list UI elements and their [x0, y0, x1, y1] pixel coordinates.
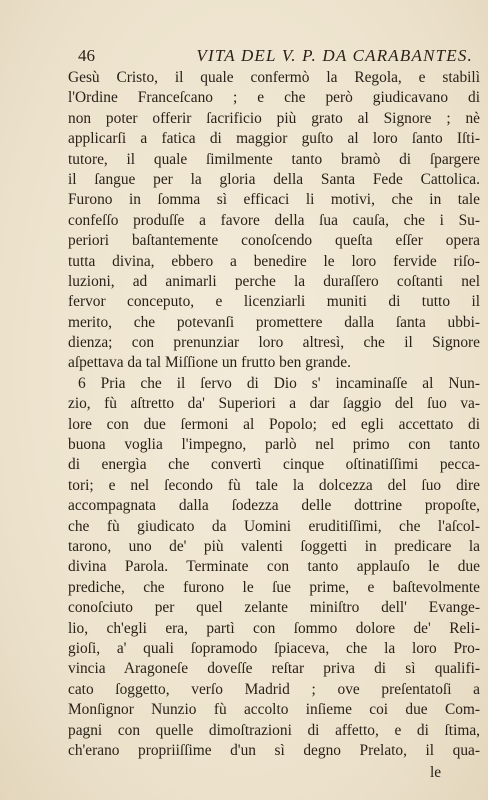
text-line: lio, ch'egli era, partì con ſommo dolore de' Reli- [68, 619, 480, 637]
text-line: tutore, il quale ſimilmente tanto bramò di ſpargere [68, 150, 480, 168]
text-line: Monſignor Nunzio fù accolto inſieme coi due Com- [68, 701, 480, 719]
text-line: il ſangue per la gloria della Santa Fede Cattolica. [68, 170, 480, 188]
text-line: buona voglia l'impegno, parlò nel primo con tanto [68, 436, 480, 454]
text-line: lore con due ſermoni al Popolo; ed egli accettato di [68, 415, 480, 433]
text-line: Furono in ſomma sì efficaci li motivi, che in tale [68, 191, 480, 209]
text-line: fervor conceputo, e licenziarli muniti di tutto il [68, 293, 480, 311]
page-number: 46 [78, 46, 95, 65]
text-line: conoſciuto per quel zelante miniſtro dell' Evange- [68, 599, 480, 617]
text-line: di energìa che convertì cinque oſtinatiſſimi pecca- [68, 456, 480, 474]
running-title: VITA DEL V. P. DA CARABANTES. [196, 46, 473, 65]
text-line: pagni con quelle dimoſtrazioni di affetto, e di ſtima, [68, 721, 480, 739]
running-header [78, 46, 473, 66]
text-line: tori; e nel ſecondo fù tale la dolcezza del ſuo dire [68, 476, 480, 494]
catchword: le [430, 764, 442, 781]
text-line: cato ſoggetto, verſo Madrid ; ove preſentatoſi a [68, 680, 480, 698]
text-line: ch'erano propriiſſime d'un sì degno Prelato, il qua- [68, 741, 480, 759]
text-line: dienza; con prenunziar loro altresì, che il Signore [68, 334, 480, 352]
text-line: periori baſtantemente conoſcendo queſta eſſer opera [68, 232, 480, 250]
text-line: merito, che potevanſi promettere dalla ſanta ubbi- [68, 313, 480, 331]
text-line: prediche, che furono le ſue prime, e baſtevolmente [68, 578, 480, 596]
text-line: divina Parola. Terminate con tanto applauſo le due [68, 558, 480, 576]
text-line: tarono, uno de' più valenti ſoggetti in predicare la [68, 537, 480, 555]
text-line: confeſſo produſſe a favore della ſua cauſa, che i Su- [68, 211, 480, 229]
text-line: accompagnata dalla ſodezza delle dottrine propoſte, [68, 497, 480, 515]
text-line: Gesù Cristo, il quale confermò la Regola, e stabilì [68, 69, 480, 86]
text-line: non poter offerir ſacrificio più grato al Signore ; nè [68, 109, 480, 127]
text-block [68, 68, 480, 761]
text-line: 6 Pria che il ſervo di Dio s' incaminaſſe al Nun- [78, 374, 480, 392]
text-line: aſpettava da tal Miſſione un frutto ben grande. [68, 354, 351, 372]
text-line: zio, fù aſtretto da' Superiori a dar ſaggio del ſuo va- [68, 395, 480, 413]
text-line: che fù giudicato da Uomini eruditiſſimi, che l'aſcol- [68, 517, 480, 535]
text-line: gioſi, a' quali ſopramodo ſpiaceva, che la loro Pro- [68, 639, 480, 657]
text-line: applicarſi a fatica di maggior guſto al loro ſanto Iſti- [68, 130, 480, 148]
text-line: luzioni, ad animarli perche la duraſſero coſtanti nel [68, 272, 480, 290]
text-line: tutta divina, ebbero a benedire le loro fervide riſo- [68, 252, 480, 270]
text-line: vincia Aragoneſe doveſſe reſtar priva di sì qualifi- [68, 660, 480, 678]
text-line: l'Ordine Franceſcano ; e che però giudicavano di [68, 89, 480, 107]
